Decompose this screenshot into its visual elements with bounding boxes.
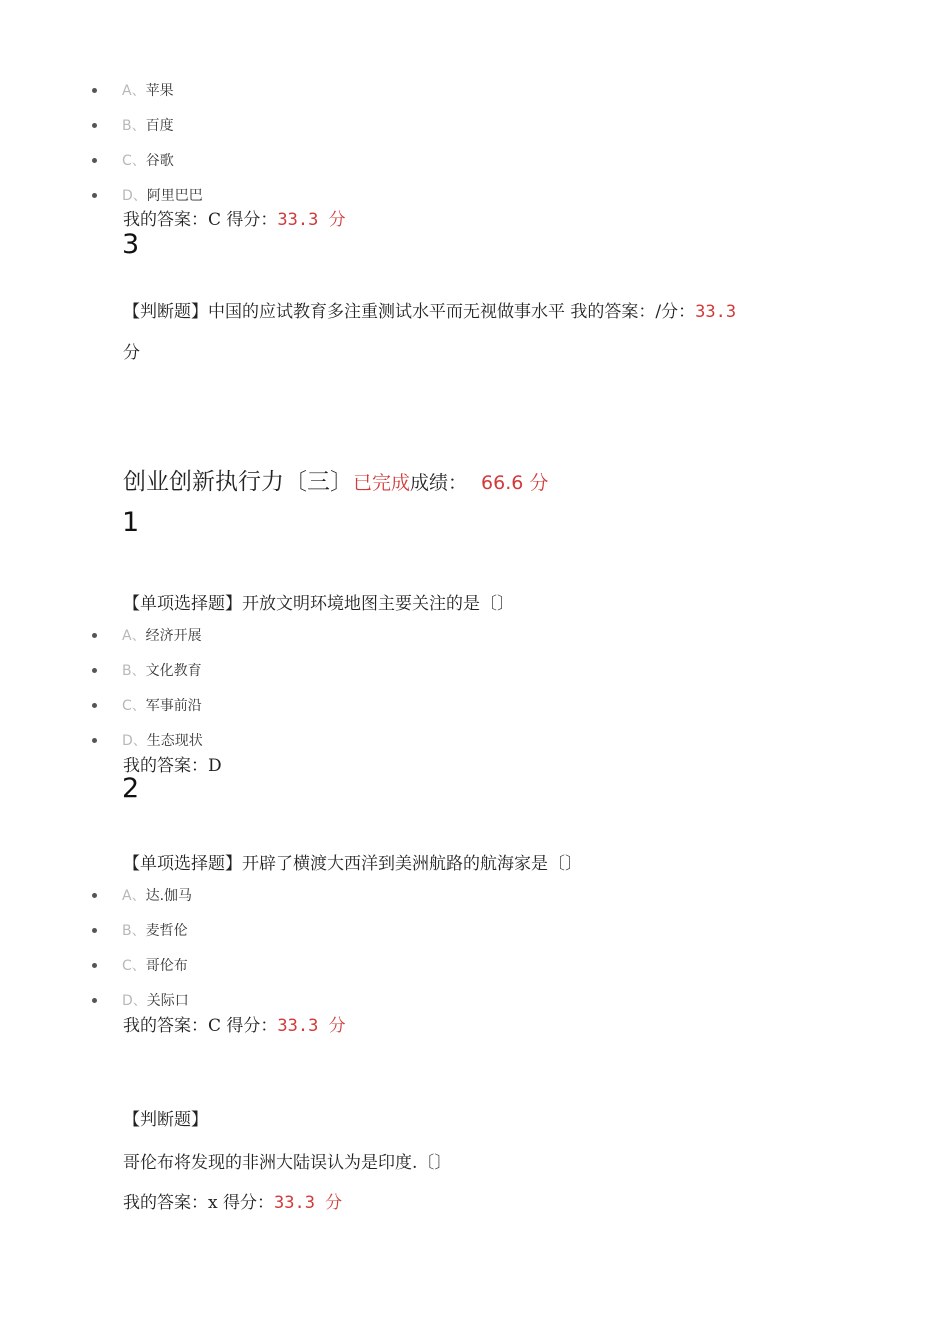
list-bullet	[92, 193, 97, 198]
list-bullet	[92, 963, 97, 968]
option-b: B、百度	[122, 118, 174, 134]
list-bullet	[92, 703, 97, 708]
section-title: 创业创新执行力〔三〕已完成成绩： 66.6 分	[123, 469, 549, 495]
my-answer: 我的答案：x 得分：33.3 分	[123, 1193, 343, 1213]
question-number: 1	[122, 507, 140, 538]
option-d: D、生态现状	[122, 733, 203, 749]
my-answer: 我的答案：C 得分：33.3 分	[123, 210, 346, 230]
option-b: B、麦哲伦	[122, 923, 188, 939]
list-bullet	[92, 998, 97, 1003]
status-badge: 已完成	[353, 472, 411, 494]
question-text: 【单项选择题】开辟了横渡大西洋到美洲航路的航海家是〔〕	[123, 854, 582, 874]
option-c: C、谷歌	[122, 153, 174, 169]
option-d: D、关际口	[122, 993, 189, 1009]
option-a: A、苹果	[122, 83, 174, 99]
option-c: C、哥伦布	[122, 958, 188, 974]
question-type: 【判断题】	[123, 1110, 208, 1130]
question-text: 哥伦布将发现的非洲大陆误认为是印度.〔〕	[123, 1153, 452, 1173]
question-number: 3	[122, 229, 140, 260]
question-text: 【单项选择题】开放文明环境地图主要关注的是〔〕	[123, 594, 514, 614]
option-d: D、阿里巴巴	[122, 188, 203, 204]
score-unit: 分	[123, 343, 140, 363]
question-text: 【判断题】中国的应试教育多注重测试水平而无视做事水平 我的答案：/分：33.3	[123, 302, 737, 322]
my-answer: 我的答案：C 得分：33.3 分	[123, 1016, 346, 1036]
list-bullet	[92, 928, 97, 933]
option-a: A、经济开展	[122, 628, 202, 644]
option-a: A、达.伽马	[122, 888, 193, 904]
my-answer: 我的答案：D	[123, 756, 222, 776]
option-b: B、文化教育	[122, 663, 202, 679]
question-number: 2	[122, 773, 140, 804]
list-bullet	[92, 88, 97, 93]
list-bullet	[92, 633, 97, 638]
list-bullet	[92, 123, 97, 128]
list-bullet	[92, 893, 97, 898]
list-bullet	[92, 668, 97, 673]
option-c: C、军事前沿	[122, 698, 202, 714]
list-bullet	[92, 738, 97, 743]
list-bullet	[92, 158, 97, 163]
